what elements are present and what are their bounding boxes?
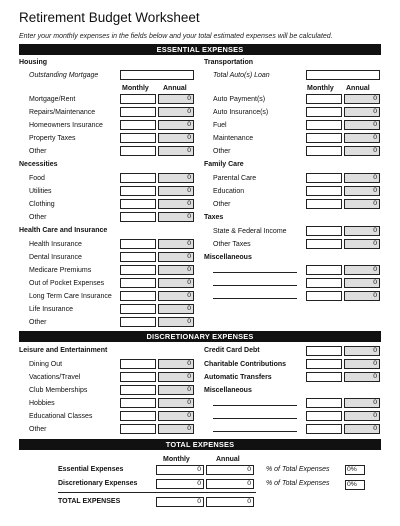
property-taxes-label: Property Taxes [29, 135, 76, 142]
essential-pct-label: % of Total Expenses [266, 466, 330, 473]
auto-payment-monthly-input[interactable] [306, 94, 342, 104]
discretionary-misc-3-annual-value: 0 [344, 424, 380, 434]
necessities-other-annual-value: 0 [158, 212, 194, 222]
necessities-heading: Necessities [19, 161, 58, 168]
total-essential-monthly: 0 [156, 465, 204, 475]
leisure-other-label: Other [29, 426, 47, 433]
housing-annual-header: Annual [163, 85, 187, 92]
discretionary-misc-3-monthly-input[interactable] [306, 424, 342, 434]
clothing-monthly-input[interactable] [120, 199, 156, 209]
discretionary-pct-label: % of Total Expenses [266, 480, 330, 487]
auto-insurance-label: Auto Insurance(s) [213, 109, 269, 116]
discretionary-misc-heading: Miscellaneous [204, 387, 252, 394]
long-term-care-annual-value: 0 [158, 291, 194, 301]
essential-expenses-band: ESSENTIAL EXPENSES [19, 44, 381, 55]
transportation-heading: Transportation [204, 59, 254, 66]
health-insurance-monthly-input[interactable] [120, 239, 156, 249]
maintenance-monthly-input[interactable] [306, 133, 342, 143]
property-taxes-annual-value: 0 [158, 133, 194, 143]
repairs-annual-value: 0 [158, 107, 194, 117]
education-annual-value: 0 [344, 186, 380, 196]
hobbies-annual-value: 0 [158, 398, 194, 408]
discretionary-misc-2-annual-value: 0 [344, 411, 380, 421]
essential-misc-3-annual-value: 0 [344, 291, 380, 301]
mortgage-rent-label: Mortgage/Rent [29, 96, 76, 103]
homeowners-insurance-label: Homeowners Insurance [29, 122, 103, 129]
hobbies-label: Hobbies [29, 400, 55, 407]
automatic-transfers-label: Automatic Transfers [204, 374, 272, 381]
educational-classes-monthly-input[interactable] [120, 411, 156, 421]
medicare-annual-value: 0 [158, 265, 194, 275]
outstanding-mortgage-field[interactable] [120, 70, 194, 80]
auto-insurance-annual-value: 0 [344, 107, 380, 117]
credit-card-debt-monthly-input[interactable] [306, 346, 342, 356]
clothing-label: Clothing [29, 201, 55, 208]
health-other-monthly-input[interactable] [120, 317, 156, 327]
transportation-annual-header: Annual [346, 85, 370, 92]
discretionary-misc-1-monthly-input[interactable] [306, 398, 342, 408]
out-of-pocket-monthly-input[interactable] [120, 278, 156, 288]
transport-other-monthly-input[interactable] [306, 146, 342, 156]
essential-misc-1-monthly-input[interactable] [306, 265, 342, 275]
fuel-annual-value: 0 [344, 120, 380, 130]
medicare-monthly-input[interactable] [120, 265, 156, 275]
club-memberships-label: Club Memberships [29, 387, 88, 394]
dining-out-monthly-input[interactable] [120, 359, 156, 369]
housing-monthly-header: Monthly [122, 85, 149, 92]
auto-loan-label: Total Auto(s) Loan [213, 72, 270, 79]
transportation-monthly-header: Monthly [307, 85, 334, 92]
parental-care-label: Parental Care [213, 175, 257, 182]
necessities-other-monthly-input[interactable] [120, 212, 156, 222]
property-taxes-monthly-input[interactable] [120, 133, 156, 143]
club-memberships-annual-value: 0 [158, 385, 194, 395]
club-memberships-monthly-input[interactable] [120, 385, 156, 395]
housing-other-label: Other [29, 148, 47, 155]
maintenance-label: Maintenance [213, 135, 254, 142]
credit-card-debt-label: Credit Card Debt [204, 347, 260, 354]
other-taxes-monthly-input[interactable] [306, 239, 342, 249]
income-tax-monthly-input[interactable] [306, 226, 342, 236]
family-other-annual-value: 0 [344, 199, 380, 209]
dental-insurance-annual-value: 0 [158, 252, 194, 262]
discretionary-expenses-band: DISCRETIONARY EXPENSES [19, 331, 381, 342]
educational-classes-annual-value: 0 [158, 411, 194, 421]
vacations-annual-value: 0 [158, 372, 194, 382]
long-term-care-monthly-input[interactable] [120, 291, 156, 301]
outstanding-mortgage-label: Outstanding Mortgage [29, 72, 99, 79]
grand-total-monthly: 0 [156, 497, 204, 507]
housing-other-monthly-input[interactable] [120, 146, 156, 156]
family-other-monthly-input[interactable] [306, 199, 342, 209]
maintenance-annual-value: 0 [344, 133, 380, 143]
essential-misc-1-annual-value: 0 [344, 265, 380, 275]
food-label: Food [29, 175, 45, 182]
totals-monthly-header: Monthly [163, 456, 190, 463]
credit-card-debt-annual-value: 0 [344, 346, 380, 356]
essential-misc-heading: Miscellaneous [204, 254, 252, 261]
health-insurance-label: Health Insurance [29, 241, 82, 248]
parental-care-monthly-input[interactable] [306, 173, 342, 183]
discretionary-misc-line-1[interactable] [213, 405, 297, 406]
life-insurance-annual-value: 0 [158, 304, 194, 314]
essential-misc-line-2[interactable] [213, 285, 297, 286]
discretionary-misc-1-annual-value: 0 [344, 398, 380, 408]
utilities-monthly-input[interactable] [120, 186, 156, 196]
homeowners-insurance-monthly-input[interactable] [120, 120, 156, 130]
life-insurance-label: Life Insurance [29, 306, 73, 313]
utilities-label: Utilities [29, 188, 52, 195]
discretionary-misc-line-2[interactable] [213, 418, 297, 419]
educational-classes-label: Educational Classes [29, 413, 93, 420]
dining-out-annual-value: 0 [158, 359, 194, 369]
totals-annual-header: Annual [216, 456, 240, 463]
life-insurance-monthly-input[interactable] [120, 304, 156, 314]
grand-total-label: TOTAL EXPENSES [58, 498, 121, 505]
total-essential-label: Essential Expenses [58, 466, 124, 473]
automatic-transfers-monthly-input[interactable] [306, 372, 342, 382]
repairs-label: Repairs/Maintenance [29, 109, 96, 116]
other-taxes-annual-value: 0 [344, 239, 380, 249]
grand-total-annual: 0 [206, 497, 254, 507]
instructions-text: Enter your monthly expenses in the fields below and your total estimated expenses will be calculated. [19, 33, 333, 40]
auto-loan-field[interactable] [306, 70, 380, 80]
taxes-heading: Taxes [204, 214, 224, 221]
essential-misc-line-1[interactable] [213, 272, 297, 273]
long-term-care-label: Long Term Care Insurance [29, 293, 112, 300]
auto-insurance-monthly-input[interactable] [306, 107, 342, 117]
charitable-monthly-input[interactable] [306, 359, 342, 369]
clothing-annual-value: 0 [158, 199, 194, 209]
fuel-label: Fuel [213, 122, 227, 129]
total-discretionary-monthly: 0 [156, 479, 204, 489]
auto-payment-annual-value: 0 [344, 94, 380, 104]
health-heading: Health Care and Insurance [19, 227, 108, 234]
transport-other-annual-value: 0 [344, 146, 380, 156]
essential-misc-line-3[interactable] [213, 298, 297, 299]
health-insurance-annual-value: 0 [158, 239, 194, 249]
mortgage-rent-monthly-input[interactable] [120, 94, 156, 104]
discretionary-pct-value: 0% [345, 480, 365, 490]
necessities-other-label: Other [29, 214, 47, 221]
utilities-annual-value: 0 [158, 186, 194, 196]
discretionary-misc-2-monthly-input[interactable] [306, 411, 342, 421]
essential-pct-value: 0% [345, 465, 365, 475]
total-essential-annual: 0 [206, 465, 254, 475]
education-monthly-input[interactable] [306, 186, 342, 196]
income-tax-label: State & Federal Income [213, 228, 287, 235]
repairs-monthly-input[interactable] [120, 107, 156, 117]
hobbies-monthly-input[interactable] [120, 398, 156, 408]
health-other-label: Other [29, 319, 47, 326]
other-taxes-label: Other Taxes [213, 241, 251, 248]
dining-out-label: Dining Out [29, 361, 63, 368]
dental-insurance-monthly-input[interactable] [120, 252, 156, 262]
transport-other-label: Other [213, 148, 231, 155]
medicare-label: Medicare Premiums [29, 267, 92, 274]
mortgage-rent-annual-value: 0 [158, 94, 194, 104]
leisure-other-monthly-input[interactable] [120, 424, 156, 434]
automatic-transfers-annual-value: 0 [344, 372, 380, 382]
dental-insurance-label: Dental Insurance [29, 254, 82, 261]
parental-care-annual-value: 0 [344, 173, 380, 183]
housing-heading: Housing [19, 59, 47, 66]
housing-other-annual-value: 0 [158, 146, 194, 156]
charitable-label: Charitable Contributions [204, 361, 287, 368]
food-annual-value: 0 [158, 173, 194, 183]
leisure-other-annual-value: 0 [158, 424, 194, 434]
income-tax-annual-value: 0 [344, 226, 380, 236]
vacations-label: Vacations/Travel [29, 374, 81, 381]
out-of-pocket-label: Out of Pocket Expenses [29, 280, 105, 287]
totals-divider [58, 492, 256, 493]
total-expenses-band: TOTAL EXPENSES [19, 439, 381, 450]
food-monthly-input[interactable] [120, 173, 156, 183]
out-of-pocket-annual-value: 0 [158, 278, 194, 288]
total-discretionary-annual: 0 [206, 479, 254, 489]
discretionary-misc-line-3[interactable] [213, 431, 297, 432]
leisure-heading: Leisure and Entertainment [19, 347, 108, 354]
vacations-monthly-input[interactable] [120, 372, 156, 382]
charitable-annual-value: 0 [344, 359, 380, 369]
fuel-monthly-input[interactable] [306, 120, 342, 130]
auto-payment-label: Auto Payment(s) [213, 96, 266, 103]
family-care-heading: Family Care [204, 161, 244, 168]
essential-misc-3-monthly-input[interactable] [306, 291, 342, 301]
homeowners-insurance-annual-value: 0 [158, 120, 194, 130]
essential-misc-2-monthly-input[interactable] [306, 278, 342, 288]
family-other-label: Other [213, 201, 231, 208]
education-label: Education [213, 188, 245, 195]
health-other-annual-value: 0 [158, 317, 194, 327]
page-title: Retirement Budget Worksheet [19, 10, 200, 25]
total-discretionary-label: Discretionary Expenses [58, 480, 138, 487]
essential-misc-2-annual-value: 0 [344, 278, 380, 288]
